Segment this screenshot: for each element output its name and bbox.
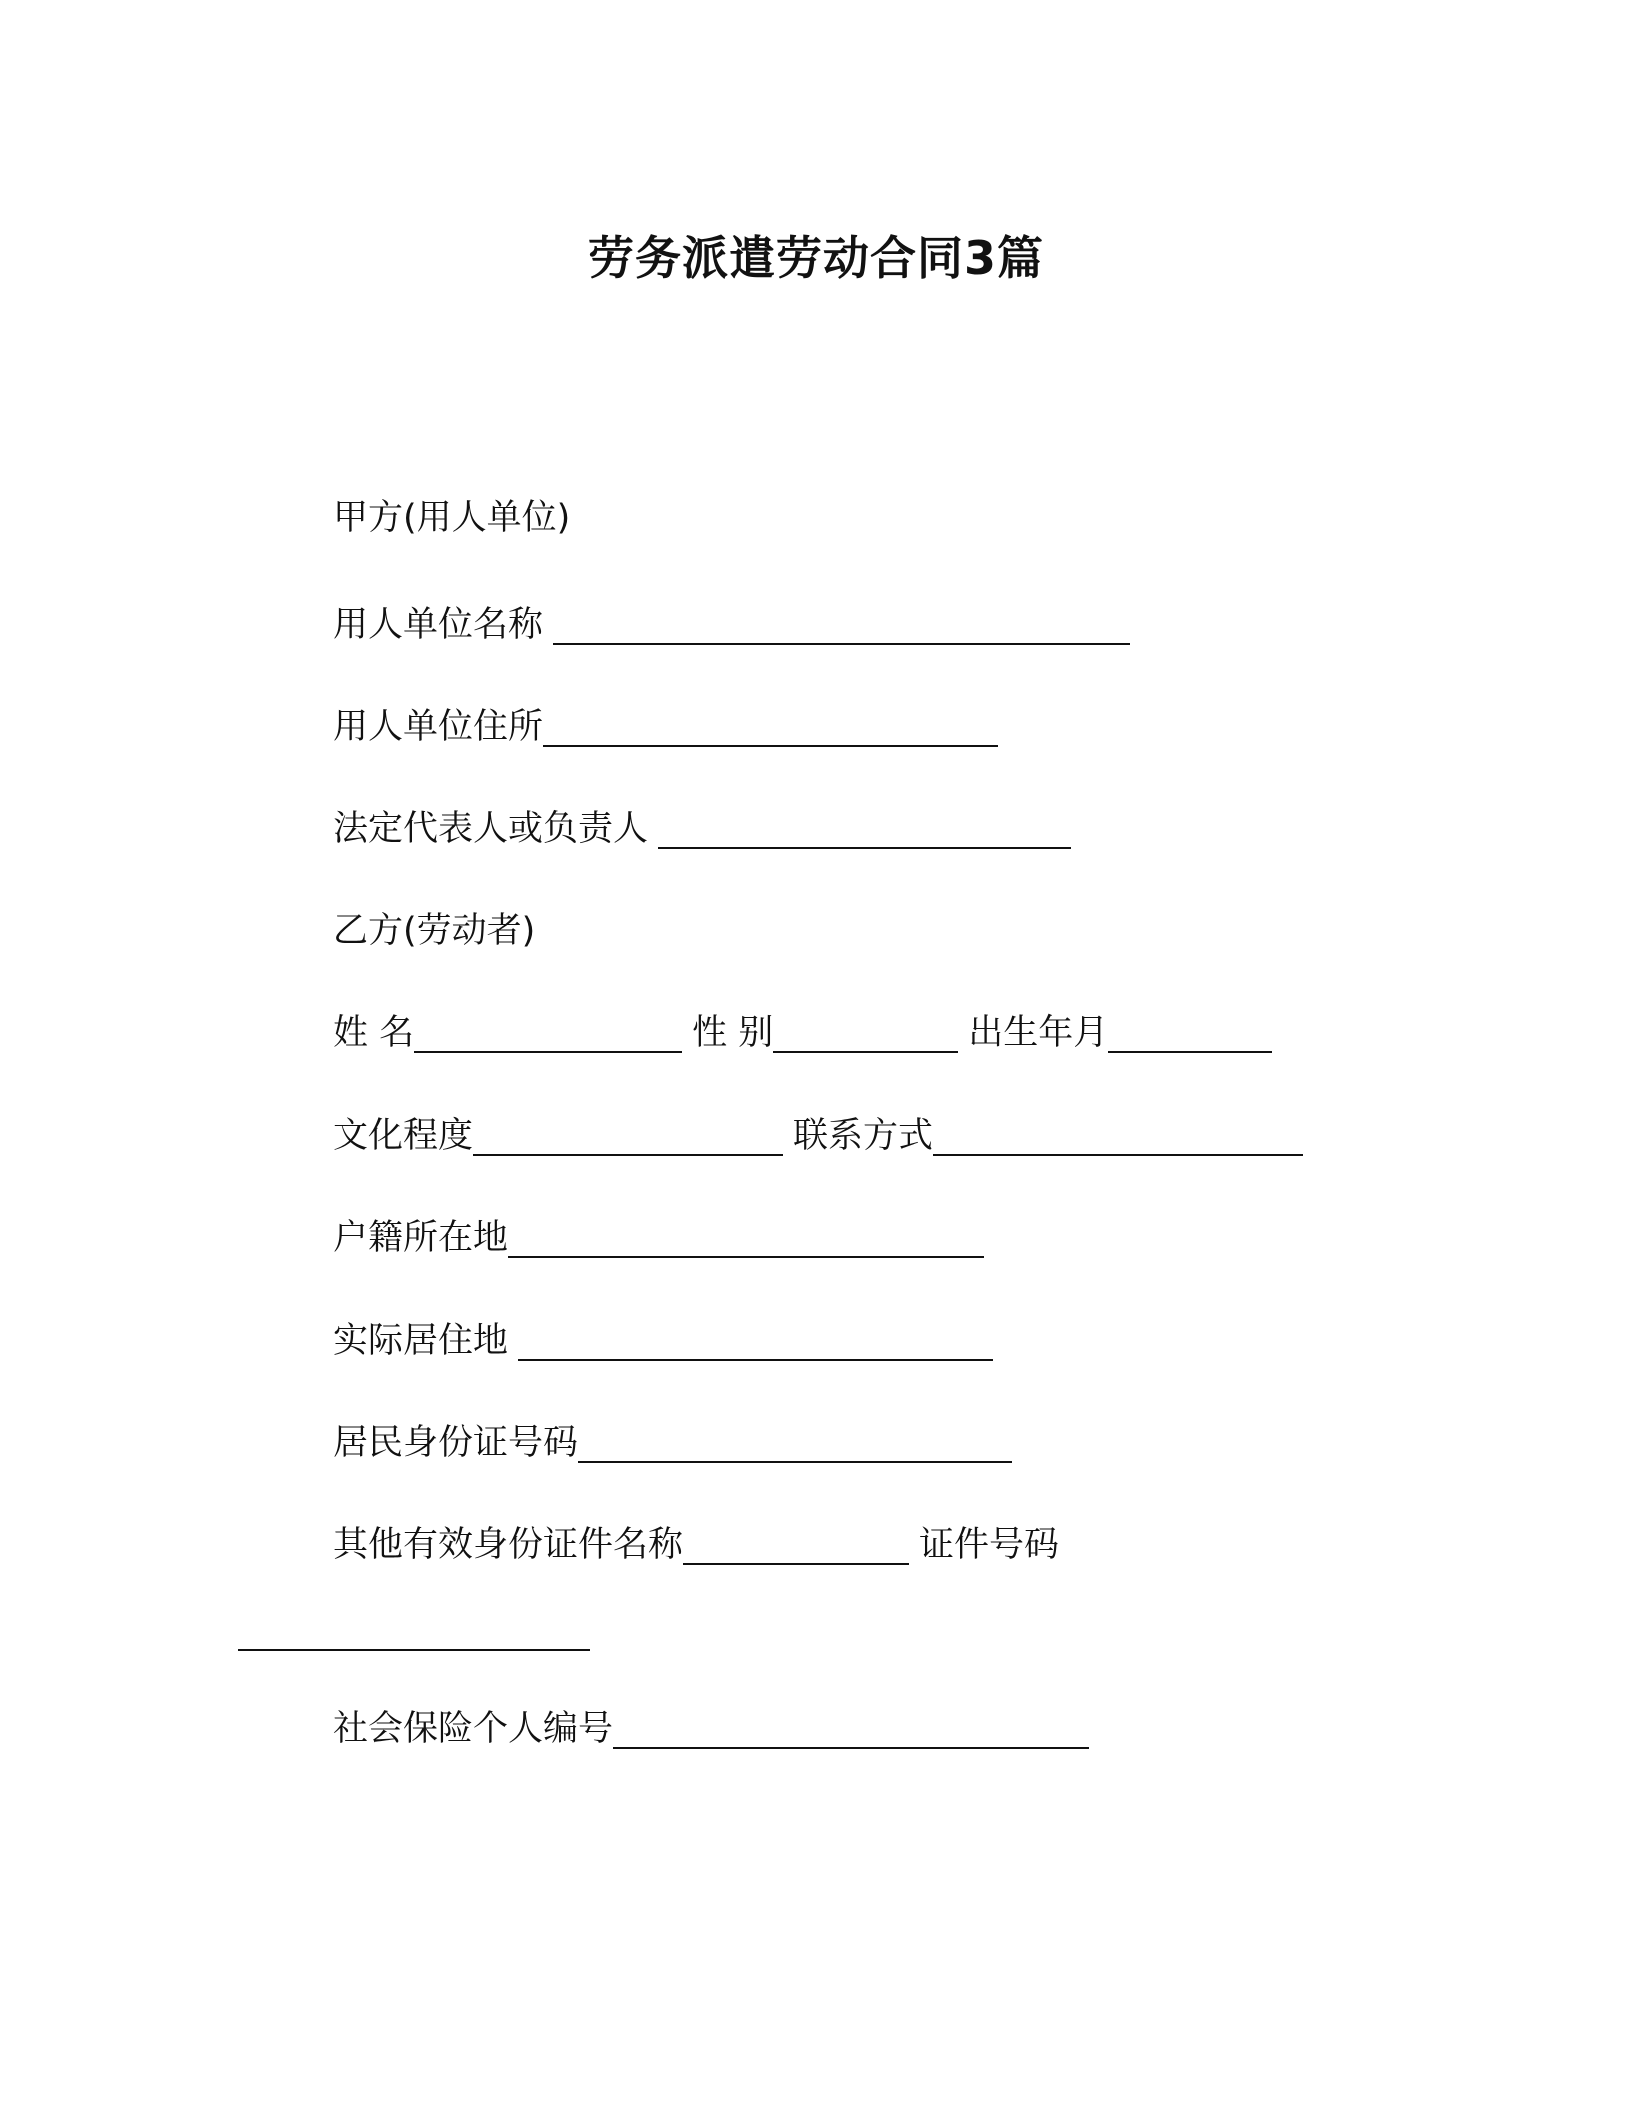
other-id-number-row xyxy=(238,1615,590,1653)
hukou-blank[interactable] xyxy=(508,1222,984,1258)
social-insurance-label: 社会保险个人编号 xyxy=(333,1709,614,1749)
birth-blank[interactable] xyxy=(1108,1017,1272,1053)
document-title: 劳务派遣劳动合同3篇 xyxy=(587,231,1044,285)
other-id-row xyxy=(333,1523,1059,1567)
education-blank[interactable] xyxy=(473,1120,783,1156)
party-a-heading: 甲方(用人单位) xyxy=(333,498,571,538)
employer-address-blank[interactable] xyxy=(543,711,998,747)
name-gender-birth-row xyxy=(333,1011,1272,1055)
other-id-blank[interactable] xyxy=(683,1529,909,1565)
birth-label: 出生年月 xyxy=(968,1013,1109,1053)
employer-name-blank[interactable] xyxy=(553,609,1130,645)
id-number-label: 居民身份证号码 xyxy=(333,1423,579,1463)
hukou-row xyxy=(333,1216,984,1260)
party-a-heading-row xyxy=(333,496,570,540)
other-id-number-blank[interactable] xyxy=(238,1615,590,1651)
social-insurance-blank[interactable] xyxy=(613,1713,1089,1749)
contact-label: 联系方式 xyxy=(793,1116,934,1156)
party-b-heading: 乙方(劳动者) xyxy=(333,911,536,951)
employer-name-row xyxy=(333,603,1130,647)
gender-label: 性 别 xyxy=(692,1013,774,1053)
legal-rep-row xyxy=(333,807,1071,851)
id-number-blank[interactable] xyxy=(578,1427,1012,1463)
social-insurance-row xyxy=(333,1707,1089,1751)
gender-blank[interactable] xyxy=(773,1017,958,1053)
party-b-heading-row xyxy=(333,909,535,953)
education-contact-row xyxy=(333,1114,1303,1158)
employer-name-label: 用人单位名称 xyxy=(333,605,544,645)
hukou-label: 户籍所在地 xyxy=(333,1218,509,1258)
other-id-label: 其他有效身份证件名称 xyxy=(333,1525,684,1565)
residence-row xyxy=(333,1319,993,1363)
worker-name-blank[interactable] xyxy=(414,1017,682,1053)
legal-rep-label: 法定代表人或负责人 xyxy=(333,809,649,849)
worker-name-label: 姓 名 xyxy=(333,1013,415,1053)
contact-blank[interactable] xyxy=(933,1120,1303,1156)
residence-blank[interactable] xyxy=(518,1325,993,1361)
other-id-number-label: 证件号码 xyxy=(919,1525,1060,1565)
employer-address-row xyxy=(333,705,998,749)
legal-rep-blank[interactable] xyxy=(658,813,1071,849)
education-label: 文化程度 xyxy=(333,1116,474,1156)
id-number-row xyxy=(333,1421,1012,1465)
residence-label: 实际居住地 xyxy=(333,1321,509,1361)
employer-address-label: 用人单位住所 xyxy=(333,707,544,747)
